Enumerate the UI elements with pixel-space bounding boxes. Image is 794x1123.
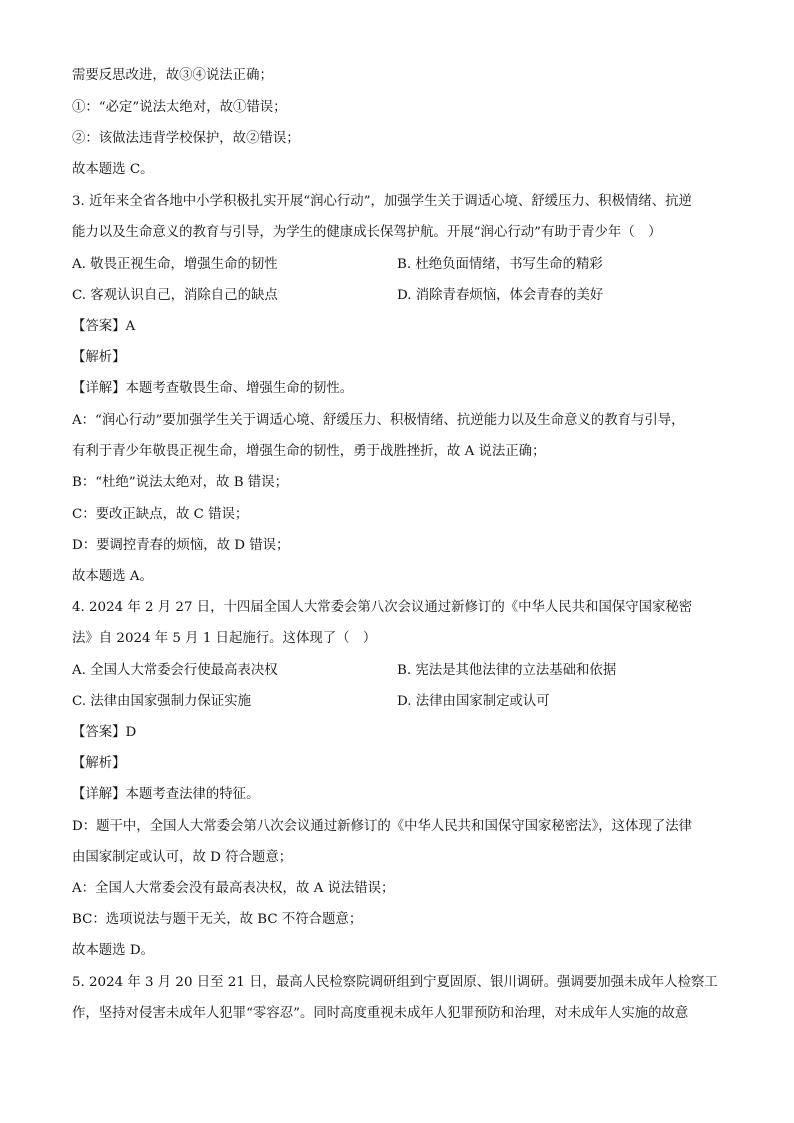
question-4-option-b: B. 宪法是其他法律的立法基础和依据	[397, 663, 617, 678]
detail-line: 【详解】本题考查法律的特征。	[72, 787, 260, 802]
text-line: 由国家制定或认可，故 D 符合题意；	[72, 850, 293, 865]
answer-label: 【答案】A	[72, 319, 136, 334]
question-3-stem: 3. 近年来全省各地中小学积极扎实开展“润心行动”，加强学生关于调适心境、舒缓压力、积极情绪、抗逆	[72, 194, 692, 209]
question-4-option-c: C. 法律由国家强制力保证实施	[72, 694, 251, 709]
question-3-option-d: D. 消除青春烦恼，体会青春的美好	[397, 288, 604, 303]
answer-label: 【答案】D	[72, 725, 137, 740]
question-3-option-c: C. 客观认识自己，消除自己的缺点	[72, 288, 278, 303]
question-3-stem: 能力以及生命意义的教育与引导，为学生的健康成长保驾护航。开展“润心行动”有助于青少年（ ）	[72, 225, 662, 240]
question-4-option-a: A. 全国人大常委会行使最高表决权	[72, 663, 278, 678]
question-5-stem: 5. 2024 年 3 月 20 日至 21 日，最高人民检察院调研组到宁夏固原、银川调研。强调要加强未成年人检察工	[72, 975, 718, 990]
detail-line: 【详解】本题考查敬畏生命、增强生命的韧性。	[72, 381, 354, 396]
text-line: 故本题选 D。	[72, 943, 154, 958]
analysis-label: 【解析】	[72, 756, 126, 771]
text-line: 有利于青少年敬畏正视生命，增强生命的韧性，勇于战胜挫折，故 A 说法正确；	[72, 444, 546, 459]
text-line: BC：选项说法与题干无关，故 BC 不符合题意；	[72, 912, 363, 927]
analysis-label: 【解析】	[72, 350, 126, 365]
question-3-option-a: A. 敬畏正视生命，增强生命的韧性	[72, 257, 278, 272]
question-4-stem: 4. 2024 年 2 月 27 日，十四届全国人大常委会第八次会议通过新修订的《中华人民共和国保守国家秘密	[72, 600, 693, 615]
text-line: C：要改正缺点，故 C 错误；	[72, 507, 249, 522]
text-line: ①：“必定”说法太绝对，故①错误；	[72, 100, 287, 115]
question-4-option-d: D. 法律由国家制定或认可	[397, 694, 550, 709]
text-line: 故本题选 C。	[72, 162, 154, 177]
text-line: ②：该做法违背学校保护，故②错误；	[72, 131, 300, 146]
question-5-stem: 作，坚持对侵害未成年人犯罪“零容忍”。同时高度重视未成年人犯罪预防和治理，对未成年人实施的故意	[72, 1006, 689, 1021]
text-line: D：要调控青春的烦恼，故 D 错误；	[72, 538, 290, 553]
text-line: A：“润心行动”要加强学生关于调适心境、舒缓压力、积极情绪、抗逆能力以及生命意义的教育与引导，	[72, 413, 685, 428]
text-line: A：全国人大常委会没有最高表决权，故 A 说法错误；	[72, 881, 395, 896]
question-3-option-b: B. 杜绝负面情绪，书写生命的精彩	[397, 257, 603, 272]
text-line: 需要反思改进，故③④说法正确；	[72, 68, 273, 83]
text-line: 故本题选 A。	[72, 569, 153, 584]
text-line: D：题干中，全国人大常委会第八次会议通过新修订的《中华人民共和国保守国家秘密法》，这体现了法律	[72, 819, 693, 834]
text-line: B：“杜绝”说法太绝对，故 B 错误；	[72, 475, 288, 490]
question-4-stem: 法》自 2024 年 5 月 1 日起施行。这体现了（ ）	[72, 631, 377, 646]
